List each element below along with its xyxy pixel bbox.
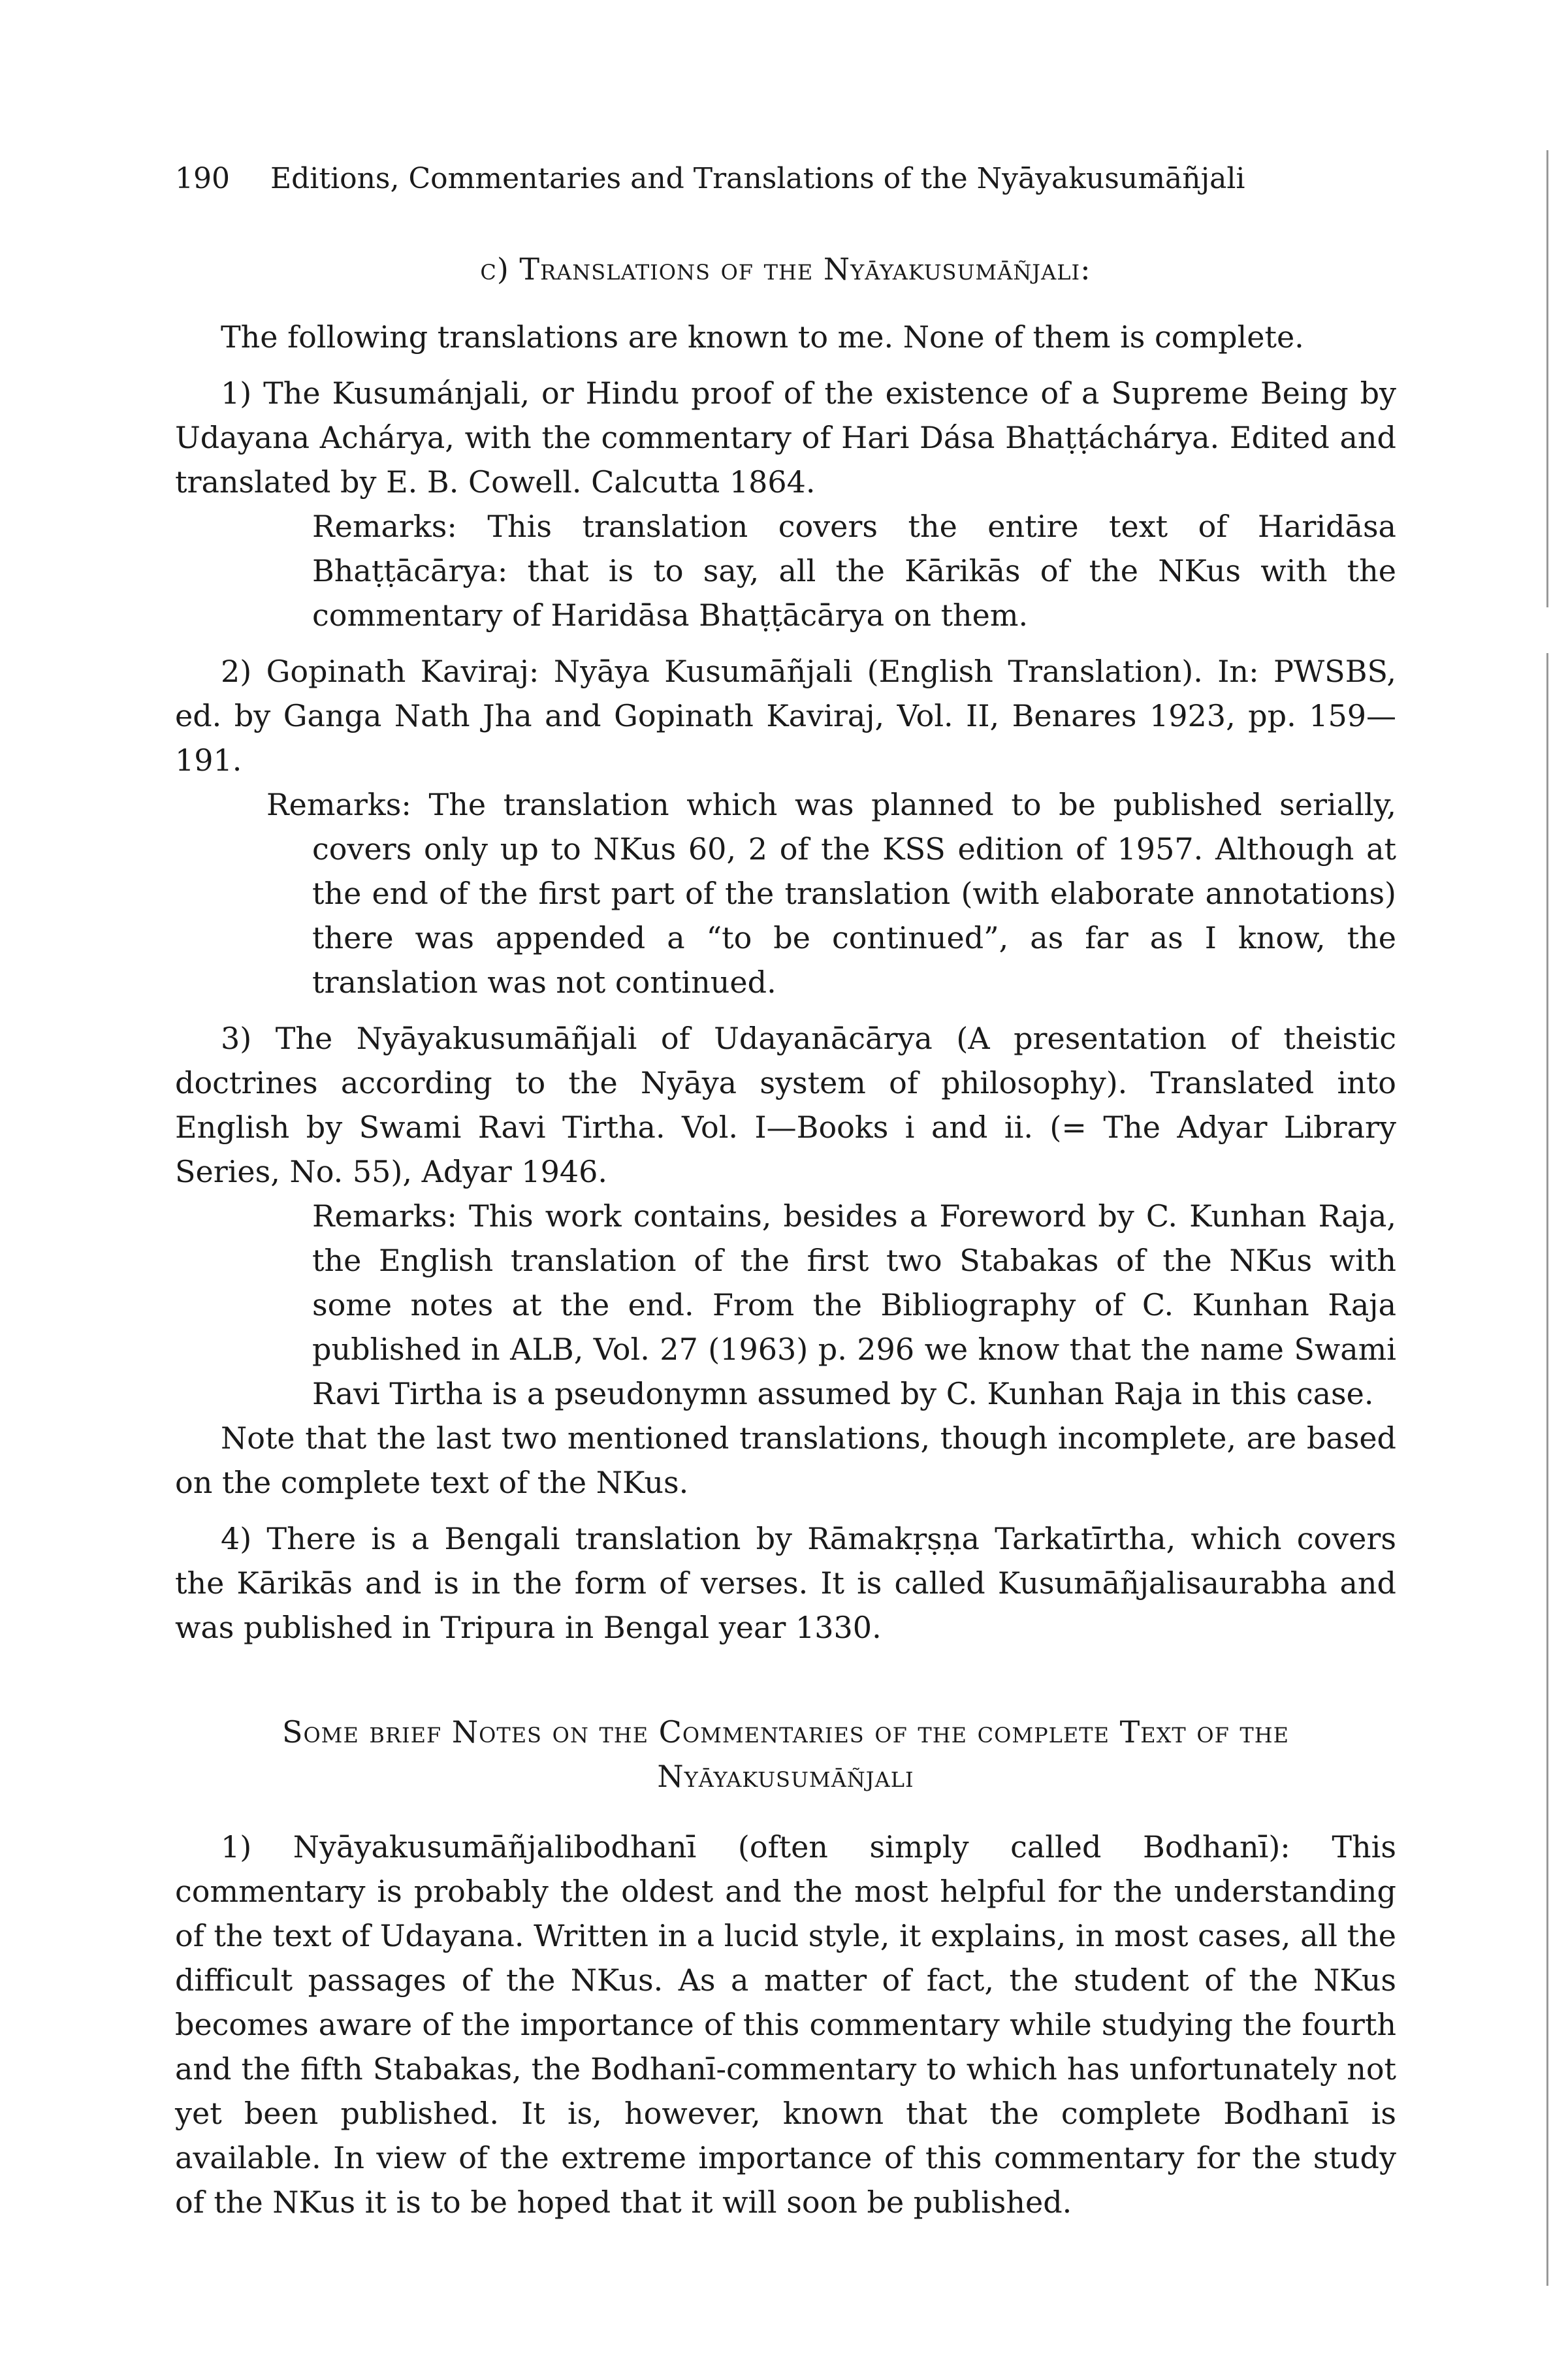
- translation-remarks-1: Remarks: This translation covers the entire text of Haridāsa Bhaṭṭācārya: that is to say, all the Kārikās of the NKus with the commentary of Haridāsa Bhaṭṭācārya on them.: [312, 509, 1396, 633]
- intro-paragraph: The following translations are known to me. None of them is complete.: [221, 319, 1304, 355]
- note-paragraph: Note that the last two mentioned translations, though incomplete, are based on the complete text of the NKus.: [175, 1420, 1396, 1500]
- translation-entry-1: 1) The Kusumánjali, or Hindu proof of the existence of a Supreme Being by Udayana Achárya, with the commentary of Hari Dása Bhaṭṭáchárya. Edited and translated by E. B. Cowell. Calcutta 1864.: [175, 376, 1396, 500]
- section-heading-notes-line1: Some brief Notes on the Commentaries of the complete Text of the: [281, 1714, 1290, 1750]
- section-translations: [175, 247, 1396, 1650]
- translation-remarks-2: Remarks: The translation which was planned to be published serially, covers only up to NKus 60, 2 of the KSS edition of 1957. Although at the end of the first part of the translation (with elaborate annotations) there was appended a “to be continued”, as far as I know, the translation was not continued.: [266, 787, 1396, 1000]
- scan-edge-line: [1546, 150, 1548, 607]
- translation-entry-4: 4) There is a Bengali translation by Rāmakṛṣṇa Tarkatīrtha, which covers the Kārikās and is in the form of verses. It is called Kusumāñjalisaurabha and was published in Tripura in Bengal year 1330.: [175, 1521, 1396, 1645]
- translation-remarks-3: Remarks: This work contains, besides a Foreword by C. Kunhan Raja, the English translation of the first two Stabakas of the NKus with some notes at the end. From the Bibliography of C. Kunhan Raja published in ALB, Vol. 27 (1963) p. 296 we know that the name Swami Ravi Tirtha is a pseudonymn assumed by C. Kunhan Raja in this case.: [312, 1198, 1396, 1411]
- translation-entry-2: 2) Gopinath Kaviraj: Nyāya Kusumāñjali (English Translation). In: PWSBS, ed. by Ganga Nath Jha and Gopinath Kaviraj, Vol. II, Benares 1923, pp. 159—191.: [175, 654, 1396, 778]
- running-title: Editions, Commentaries and Translations of the Nyāyakusumāñjali: [270, 162, 1245, 195]
- translation-entry-3: 3) The Nyāyakusumāñjali of Udayanācārya (A presentation of theistic doctrines according to the Nyāya system of philosophy). Translated into English by Swami Ravi Tirtha. Vol. I—Books i and ii. (= The Adyar Library Series, No. 55), Adyar 1946.: [175, 1021, 1396, 1189]
- notes-paragraph-1: 1) Nyāyakusumāñjalibodhanī (often simply called Bodhanī): This commentary is probably the oldest and the most helpful for the understanding of the text of Udayana. Written in a lucid style, it explains, in most cases, all the difficult passages of the NKus. As a matter of fact, the student of the NKus becomes aware of the importance of this commentary while studying the fourth and the fifth Stabakas, the Bodhanī-commentary to which has unfortunately not yet been published. It is, however, known that the complete Bodhanī is available. In view of the extreme importance of this commentary for the study of the NKus it is to be hoped that it will soon be published.: [175, 1829, 1396, 2220]
- scan-edge-line-lower: [1546, 653, 1548, 2286]
- running-head: [175, 157, 1396, 201]
- section-heading-notes-line2: Nyāyakusumāñjali: [657, 1759, 914, 1794]
- section-heading-translations: c) Translations of the Nyāyakusumāñjali:: [480, 251, 1091, 287]
- page-number: 190: [175, 162, 230, 195]
- section-notes: [175, 1710, 1396, 2224]
